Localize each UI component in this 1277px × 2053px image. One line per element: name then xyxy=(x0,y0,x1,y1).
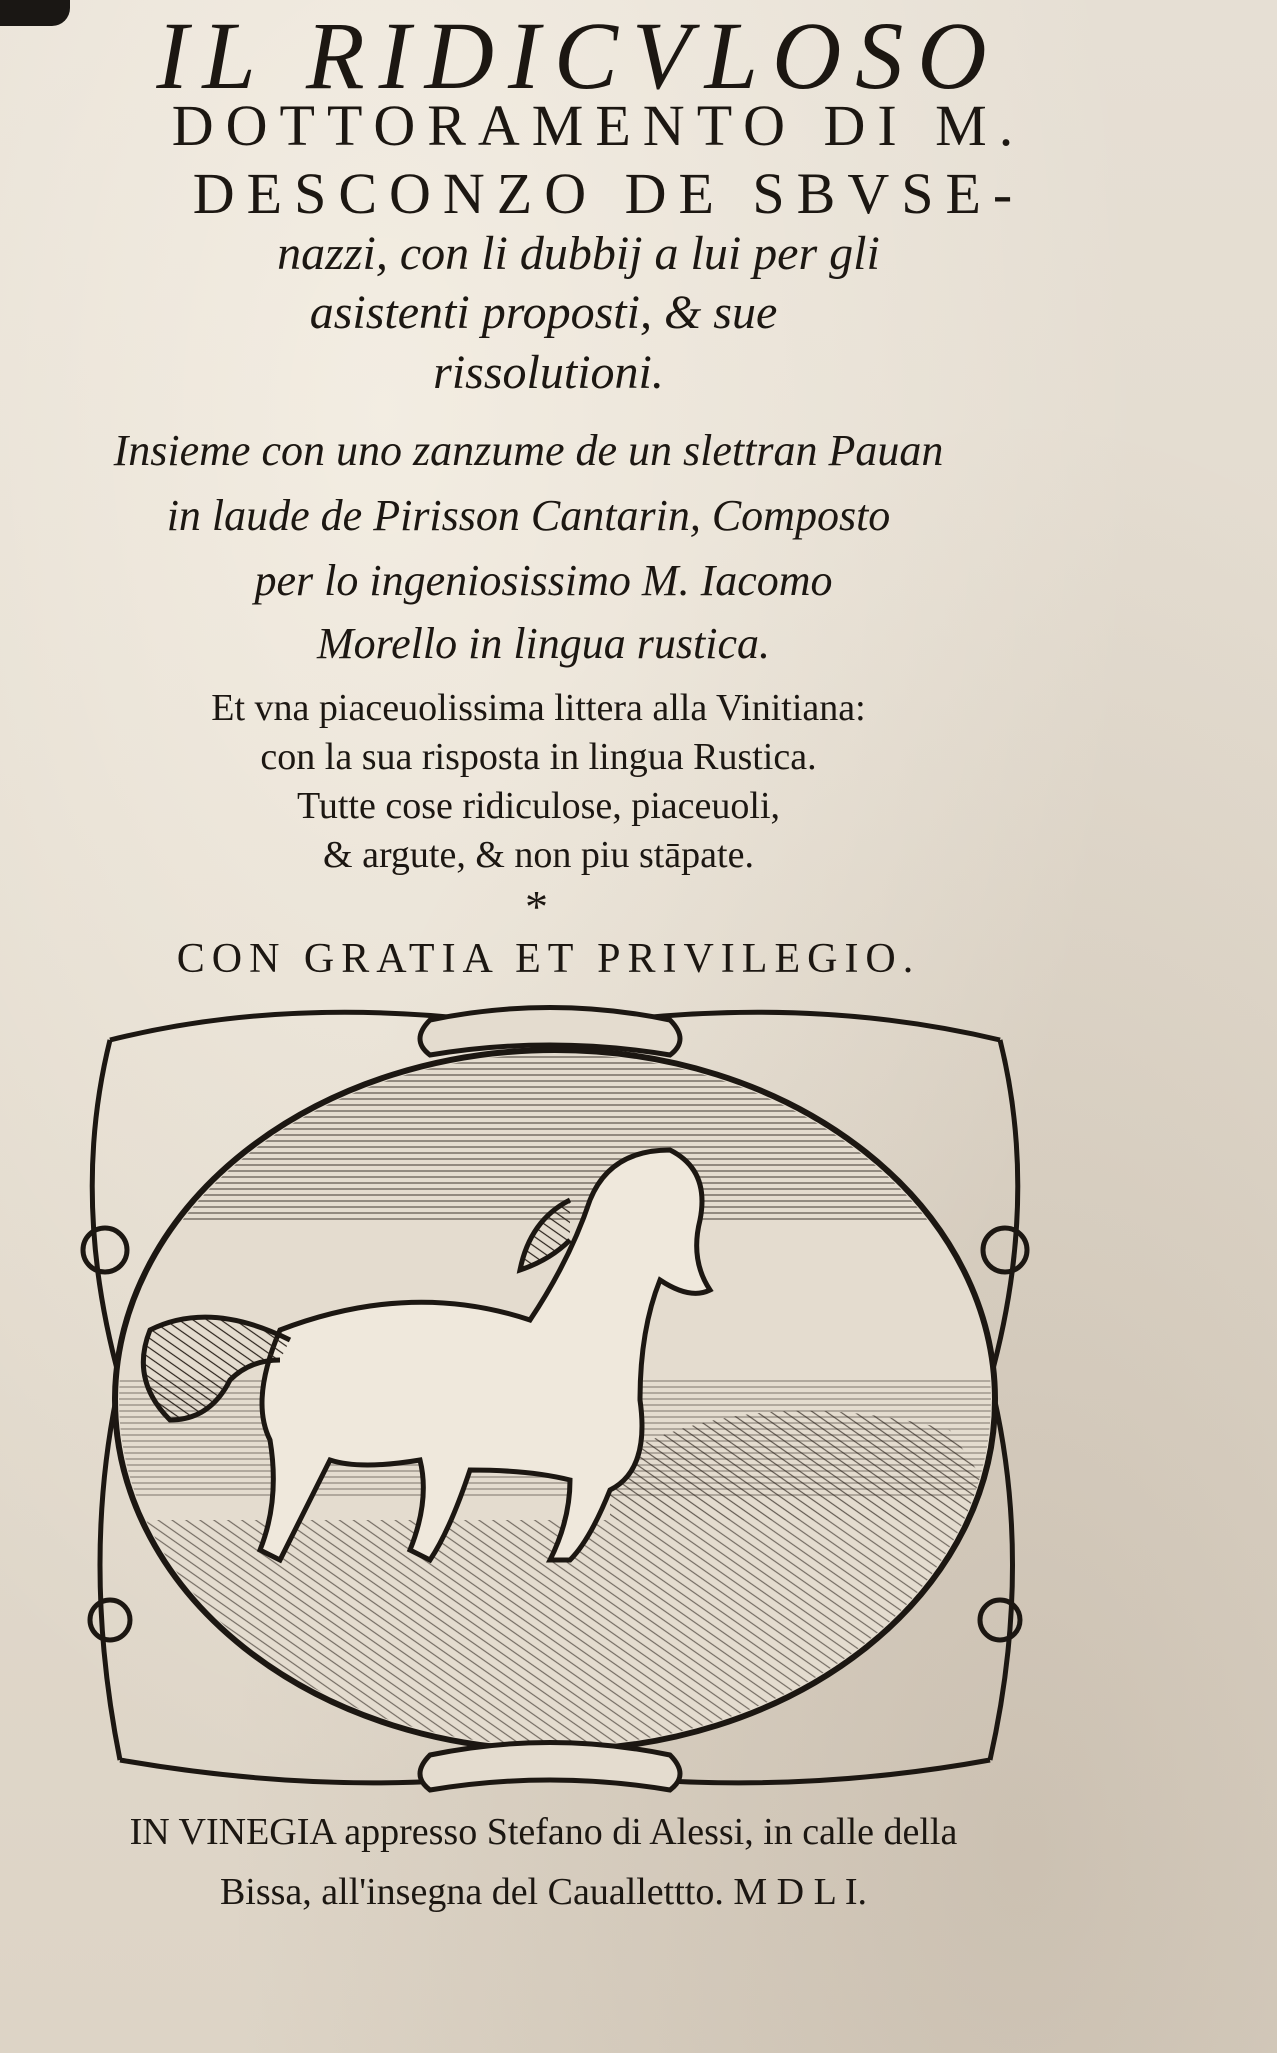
title-line-5: asistenti proposti, & sue xyxy=(309,286,778,339)
subtitle-line-1: Insieme con uno zanzume de un slettran Pauan xyxy=(113,426,944,475)
title-line-2: DOTTORAMENTO DI M. xyxy=(171,93,1026,158)
title-line-6: rissolutioni. xyxy=(433,346,664,399)
horse-woodcut-illustration xyxy=(50,1000,1060,1800)
title-line-1: IL RIDICVLOSO xyxy=(156,2,1001,109)
asterisk-ornament: * xyxy=(525,881,548,932)
subtitle-line-4: Morello in lingua rustica. xyxy=(316,619,771,668)
imprint-line-2: Bissa, all'insegna del Cauallettto. M D L I. xyxy=(219,1871,868,1913)
subtitle-line-3: per lo ingeniosissimo M. Iacomo xyxy=(254,556,833,605)
description-line-3: Tutte cose ridiculose, piaceuoli, xyxy=(297,785,780,827)
title-line-4: nazzi, con li dubbij a lui per gli xyxy=(277,227,880,280)
title-line-3: DESCONZO DE SBVSE- xyxy=(192,161,1025,226)
description-line-2: con la sua risposta in lingua Rustica. xyxy=(260,736,817,778)
subtitle-line-2: in laude de Pirisson Cantarin, Composto xyxy=(166,491,891,540)
imprint-line-1: IN VINEGIA appresso Stefano di Alessi, in calle della xyxy=(129,1811,958,1853)
description-line-1: Et vna piaceuolissima littera alla Vinitiana: xyxy=(211,687,866,729)
description-line-4: & argute, & non piu stāpate. xyxy=(323,834,754,876)
privilege-line: CON GRATIA ET PRIVILEGIO. xyxy=(176,936,921,982)
